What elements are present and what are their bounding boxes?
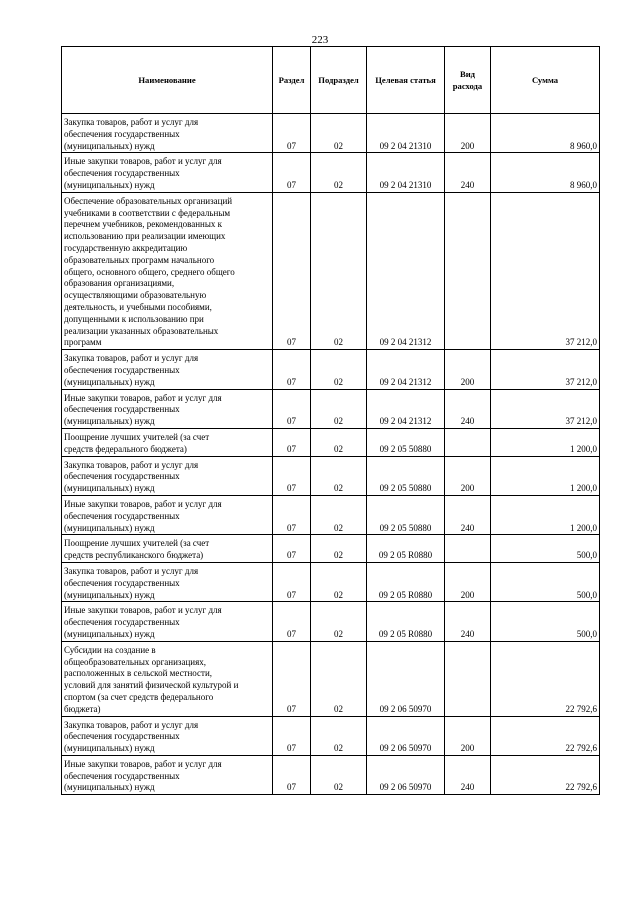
expense-type-cell bbox=[445, 192, 491, 349]
table-row bbox=[62, 456, 600, 495]
name-line: (муниципальных) нужд bbox=[64, 376, 155, 387]
name-cell bbox=[62, 755, 273, 794]
expense-type-cell: 200 bbox=[445, 562, 491, 601]
target-article-cell: 09 2 04 21312 bbox=[367, 350, 445, 389]
name-line: (муниципальных) нужд bbox=[64, 628, 155, 639]
name-line: реализации указанных образовательных bbox=[64, 325, 219, 336]
name-line: спортом (за счет средств федерального bbox=[64, 691, 214, 702]
razdel-cell: 07 bbox=[273, 535, 311, 563]
name-line: общеобразовательных организациях, bbox=[64, 656, 207, 667]
podrazdel-cell: 02 bbox=[311, 192, 367, 349]
page-number: 223 bbox=[311, 34, 329, 46]
razdel-cell: 07 bbox=[273, 755, 311, 794]
razdel-cell: 07 bbox=[273, 350, 311, 389]
razdel-cell: 07 bbox=[273, 602, 311, 641]
podrazdel-cell: 02 bbox=[311, 428, 367, 456]
expense-type-cell: 240 bbox=[445, 495, 491, 534]
name-line: обеспечения государственных bbox=[64, 168, 180, 179]
budget-table bbox=[61, 46, 600, 795]
target-article-cell: 09 2 06 50970 bbox=[367, 755, 445, 794]
razdel-cell: 07 bbox=[273, 495, 311, 534]
expense-type-cell: 200 bbox=[445, 716, 491, 755]
name-line: допущенными к использованию при bbox=[64, 313, 204, 324]
name-line: обеспечения государственных bbox=[64, 510, 180, 521]
name-line: (муниципальных) нужд bbox=[64, 743, 155, 754]
table-body bbox=[62, 114, 600, 795]
name-line: обеспечения государственных bbox=[64, 731, 180, 742]
expense-type-cell: 200 bbox=[445, 114, 491, 153]
expense-type-cell: 240 bbox=[445, 602, 491, 641]
table-row bbox=[62, 641, 600, 716]
podrazdel-cell: 02 bbox=[311, 350, 367, 389]
amount-cell: 22 792,6 bbox=[491, 755, 600, 794]
amount-cell: 37 212,0 bbox=[491, 389, 600, 428]
name-line: (муниципальных) нужд bbox=[64, 782, 155, 793]
amount-cell: 22 792,6 bbox=[491, 641, 600, 716]
expense-type-cell bbox=[445, 428, 491, 456]
name-line: средств федерального бюджета) bbox=[64, 443, 187, 454]
amount-cell: 1 200,0 bbox=[491, 428, 600, 456]
razdel-cell: 07 bbox=[273, 153, 311, 192]
name-line: Иные закупки товаров, работ и услуг для bbox=[64, 156, 222, 167]
razdel-cell: 07 bbox=[273, 716, 311, 755]
podrazdel-cell: 02 bbox=[311, 755, 367, 794]
target-article-cell: 09 2 04 21310 bbox=[367, 114, 445, 153]
name-line: средств республиканского бюджета) bbox=[64, 550, 204, 561]
name-line: обеспечения государственных bbox=[64, 128, 180, 139]
name-cell bbox=[62, 153, 273, 192]
razdel-cell: 07 bbox=[273, 641, 311, 716]
name-line: (муниципальных) нужд bbox=[64, 522, 155, 533]
table-row bbox=[62, 755, 600, 794]
expense-type-cell: 240 bbox=[445, 755, 491, 794]
podrazdel-cell: 02 bbox=[311, 114, 367, 153]
name-line: Закупка товаров, работ и услуг для bbox=[64, 459, 199, 470]
name-cell bbox=[62, 641, 273, 716]
header-razdel: Раздел bbox=[273, 47, 311, 114]
target-article-cell: 09 2 04 21310 bbox=[367, 153, 445, 192]
podrazdel-cell: 02 bbox=[311, 153, 367, 192]
target-article-cell: 09 2 05 R0880 bbox=[367, 562, 445, 601]
name-line: Обеспечение образовательных организаций bbox=[64, 195, 233, 206]
name-cell bbox=[62, 716, 273, 755]
name-line: Иные закупки товаров, работ и услуг для bbox=[64, 758, 222, 769]
table-row bbox=[62, 562, 600, 601]
amount-cell: 500,0 bbox=[491, 602, 600, 641]
name-line: Субсидии на создание в bbox=[64, 644, 156, 655]
podrazdel-cell: 02 bbox=[311, 562, 367, 601]
name-line: расположенных в сельской местности, bbox=[64, 668, 213, 679]
name-cell bbox=[62, 495, 273, 534]
table-row bbox=[62, 153, 600, 192]
razdel-cell: 07 bbox=[273, 389, 311, 428]
amount-cell: 37 212,0 bbox=[491, 192, 600, 349]
amount-cell: 500,0 bbox=[491, 535, 600, 563]
razdel-cell: 07 bbox=[273, 562, 311, 601]
amount-cell: 500,0 bbox=[491, 562, 600, 601]
expense-type-cell bbox=[445, 641, 491, 716]
podrazdel-cell: 02 bbox=[311, 389, 367, 428]
target-article-cell: 09 2 05 R0880 bbox=[367, 535, 445, 563]
name-line: Закупка товаров, работ и услуг для bbox=[64, 117, 199, 127]
name-line: (муниципальных) нужд bbox=[64, 140, 155, 151]
table-row bbox=[62, 389, 600, 428]
name-line: условий для занятий физической культурой и bbox=[64, 680, 239, 691]
name-line: образования организациями, bbox=[64, 278, 175, 289]
name-line: Иные закупки товаров, работ и услуг для bbox=[64, 498, 222, 509]
amount-cell: 8 960,0 bbox=[491, 114, 600, 153]
name-line: образовательных программ начального bbox=[64, 254, 215, 265]
razdel-cell: 07 bbox=[273, 192, 311, 349]
expense-type-cell: 200 bbox=[445, 456, 491, 495]
expense-type-cell: 200 bbox=[445, 350, 491, 389]
table-row bbox=[62, 716, 600, 755]
name-line: (муниципальных) нужд bbox=[64, 179, 155, 190]
name-line: деятельность, и учебными пособиями, bbox=[64, 301, 212, 312]
razdel-cell: 07 bbox=[273, 428, 311, 456]
target-article-cell: 09 2 05 50880 bbox=[367, 428, 445, 456]
name-line: учебниками в соответствии с федеральным bbox=[64, 207, 231, 218]
name-line: обеспечения государственных bbox=[64, 617, 180, 628]
table-row bbox=[62, 535, 600, 563]
podrazdel-cell: 02 bbox=[311, 495, 367, 534]
name-cell bbox=[62, 535, 273, 563]
table-row bbox=[62, 114, 600, 153]
amount-cell: 22 792,6 bbox=[491, 716, 600, 755]
name-line: бюджета) bbox=[64, 703, 101, 714]
name-line: Закупка товаров, работ и услуг для bbox=[64, 353, 199, 364]
header-amount: Сумма bbox=[491, 47, 600, 114]
expense-type-cell bbox=[445, 535, 491, 563]
name-line: обеспечения государственных bbox=[64, 404, 180, 415]
podrazdel-cell: 02 bbox=[311, 602, 367, 641]
name-line: Иные закупки товаров, работ и услуг для bbox=[64, 605, 222, 616]
header-podrazdel: Подраздел bbox=[311, 47, 367, 114]
amount-cell: 1 200,0 bbox=[491, 495, 600, 534]
header-expense-type: Вид расхода bbox=[445, 47, 491, 114]
table-row bbox=[62, 350, 600, 389]
name-line: (муниципальных) нужд bbox=[64, 416, 155, 427]
name-cell bbox=[62, 389, 273, 428]
podrazdel-cell: 02 bbox=[311, 456, 367, 495]
name-line: обеспечения государственных bbox=[64, 471, 180, 482]
podrazdel-cell: 02 bbox=[311, 535, 367, 563]
name-line: Иные закупки товаров, работ и услуг для bbox=[64, 392, 222, 403]
table-row bbox=[62, 602, 600, 641]
name-cell bbox=[62, 562, 273, 601]
table-row bbox=[62, 428, 600, 456]
header-target-article: Целевая статья bbox=[367, 47, 445, 114]
name-cell bbox=[62, 114, 273, 153]
name-line: Закупка товаров, работ и услуг для bbox=[64, 719, 199, 730]
name-line: Закупка товаров, работ и услуг для bbox=[64, 565, 199, 576]
amount-cell: 37 212,0 bbox=[491, 350, 600, 389]
target-article-cell: 09 2 05 R0880 bbox=[367, 602, 445, 641]
name-line: программ bbox=[64, 337, 102, 348]
name-cell bbox=[62, 428, 273, 456]
name-line: государственную аккредитацию bbox=[64, 243, 188, 253]
table-row bbox=[62, 192, 600, 349]
razdel-cell: 07 bbox=[273, 114, 311, 153]
name-cell bbox=[62, 192, 273, 349]
name-line: Поощрение лучших учителей (за счет bbox=[64, 538, 210, 549]
name-cell bbox=[62, 602, 273, 641]
expense-type-cell: 240 bbox=[445, 389, 491, 428]
name-line: (муниципальных) нужд bbox=[64, 483, 155, 494]
target-article-cell: 09 2 06 50970 bbox=[367, 641, 445, 716]
table-row bbox=[62, 495, 600, 534]
amount-cell: 8 960,0 bbox=[491, 153, 600, 192]
name-line: обеспечения государственных bbox=[64, 364, 180, 375]
target-article-cell: 09 2 06 50970 bbox=[367, 716, 445, 755]
table-header-row bbox=[62, 47, 600, 114]
target-article-cell: 09 2 04 21312 bbox=[367, 192, 445, 349]
name-line: использованию при реализации имеющих bbox=[64, 231, 226, 242]
name-line: обеспечения государственных bbox=[64, 577, 180, 588]
target-article-cell: 09 2 04 21312 bbox=[367, 389, 445, 428]
header-name: Наименование bbox=[62, 47, 273, 114]
target-article-cell: 09 2 05 50880 bbox=[367, 495, 445, 534]
name-line: перечнем учебников, рекомендованных к bbox=[64, 219, 223, 230]
expense-type-cell: 240 bbox=[445, 153, 491, 192]
razdel-cell: 07 bbox=[273, 456, 311, 495]
name-line: (муниципальных) нужд bbox=[64, 589, 155, 600]
name-line: Поощрение лучших учителей (за счет bbox=[64, 431, 210, 442]
target-article-cell: 09 2 05 50880 bbox=[367, 456, 445, 495]
amount-cell: 1 200,0 bbox=[491, 456, 600, 495]
name-cell bbox=[62, 456, 273, 495]
name-line: осуществляющими образовательную bbox=[64, 290, 207, 301]
name-line: обеспечения государственных bbox=[64, 770, 180, 781]
name-line: общего, основного общего, среднего общего bbox=[64, 266, 235, 277]
podrazdel-cell: 02 bbox=[311, 641, 367, 716]
name-cell bbox=[62, 350, 273, 389]
podrazdel-cell: 02 bbox=[311, 716, 367, 755]
